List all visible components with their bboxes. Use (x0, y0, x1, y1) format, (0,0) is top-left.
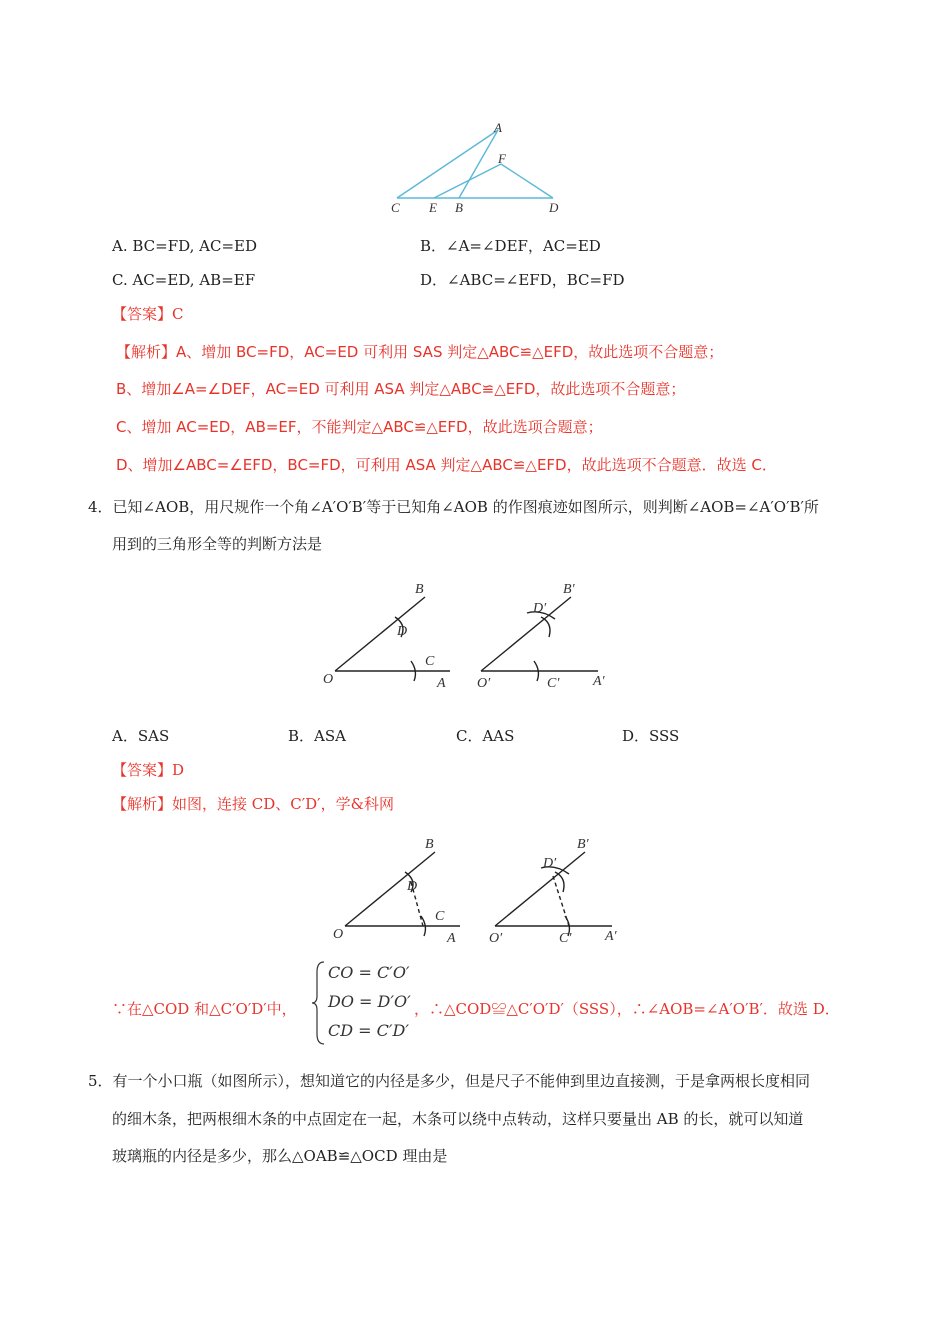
svg-text:C′: C′ (547, 676, 560, 691)
svg-text:A: A (437, 676, 446, 691)
svg-text:O: O (333, 927, 344, 942)
svg-text:C: C (425, 654, 435, 669)
proof-line-1: CO = C′O′ (328, 963, 410, 982)
q4-construction-figure (315, 575, 625, 695)
proof-line-3: CD = C′D′ (328, 1021, 409, 1040)
q4-option-b: B．ASA (288, 727, 346, 745)
q3-analysis-line-1: 【解析】A、增加 BC=FD，AC=ED 可利用 SAS 判定△ABC≌△EFD，故此选项不合题意； (116, 343, 724, 361)
svg-text:B: B (415, 582, 424, 597)
svg-text:B: B (425, 837, 434, 852)
q3-analysis-line-2: B、增加∠A=∠DEF，AC=ED 可利用 ASA 判定△ABC≌△EFD，故此选项不合题意； (116, 380, 686, 398)
q4-option-a: A．SAS (112, 727, 170, 745)
svg-text:D′: D′ (533, 601, 547, 616)
svg-text:C: C (435, 909, 445, 924)
q5-stem-line-3: 玻璃瓶的内径是多少，那么△OAB≌△OCD 理由是 (112, 1147, 448, 1165)
proof-line-2: DO = D′O′ (328, 992, 411, 1011)
segment-EF (434, 164, 501, 198)
q3-analysis-line-4: D、增加∠ABC=∠EFD，BC=FD，可利用 ASA 判定△ABC≌△EFD，故此选项不合题意．故选 C． (116, 456, 777, 474)
proof-brace (312, 960, 326, 1046)
svg-text:B′: B′ (577, 837, 589, 852)
label-C: C (391, 200, 400, 215)
label-E: E (429, 200, 437, 215)
svg-text:B′: B′ (563, 582, 575, 597)
q4-analysis-figure (325, 830, 635, 950)
q3-option-c: C. AC=ED, AB=EF (112, 271, 256, 289)
q4-analysis-head: 【解析】如图，连接 CD、C′D′，学&科网 (112, 795, 394, 813)
svg-text:O′: O′ (489, 931, 503, 946)
label-D: D (549, 200, 559, 215)
q4-proof-suffix: ，∴△COD≌△C′O′D′（SSS），∴∠AOB=∠A′O′B′．故选 D． (414, 1000, 840, 1018)
svg-text:D: D (407, 879, 418, 894)
svg-text:A: A (447, 931, 456, 946)
q4-option-c: C．AAS (456, 727, 515, 745)
q3-answer: 【答案】C (112, 305, 184, 323)
q4-proof-prefix: ∵在△COD 和△C′O′D′中， (112, 1000, 297, 1018)
q5-stem-line-2: 的细木条，把两根细木条的中点固定在一起，木条可以绕中点转动，这样只要量出 AB 的长，就可以知道 (112, 1110, 804, 1128)
svg-text:D: D (397, 624, 408, 639)
q3-option-b: B．∠A=∠DEF，AC=ED (420, 237, 601, 255)
label-B: B (455, 200, 463, 215)
q4-stem-line-1: 4．已知∠AOB，用尺规作一个角∠A′O′B′等于已知角∠AOB 的作图痕迹如图所示，则判断∠AOB=∠A′O′B′所 (88, 498, 819, 516)
svg-text:O: O (323, 672, 334, 687)
svg-text:C′: C′ (559, 931, 572, 946)
q4-option-d: D．SSS (622, 727, 680, 745)
q3-analysis-line-3: C、增加 AC=ED，AB=EF，不能判定△ABC≌△EFD，故此选项合题意； (116, 418, 603, 436)
segment-AB (459, 130, 498, 198)
q4-stem-line-2: 用到的三角形全等的判断方法是 (112, 535, 323, 553)
segment-FD (501, 164, 553, 198)
q3-option-d: D．∠ABC=∠EFD，BC=FD (420, 271, 625, 289)
svg-text:D′: D′ (543, 856, 557, 871)
label-F: F (498, 151, 506, 166)
q5-stem-line-1: 5．有一个小口瓶（如图所示），想知道它的内径是多少，但是尺子不能伸到里边直接测，于是拿两根长度相同 (88, 1072, 811, 1090)
svg-text:A′: A′ (605, 929, 617, 944)
q4-answer: 【答案】D (112, 761, 185, 779)
svg-text:A′: A′ (593, 674, 605, 689)
label-A: A (494, 120, 502, 135)
q3-triangle-figure (385, 118, 565, 218)
segment-CA (397, 130, 498, 198)
q3-option-a: A. BC=FD, AC=ED (112, 237, 258, 255)
svg-text:O′: O′ (477, 676, 491, 691)
